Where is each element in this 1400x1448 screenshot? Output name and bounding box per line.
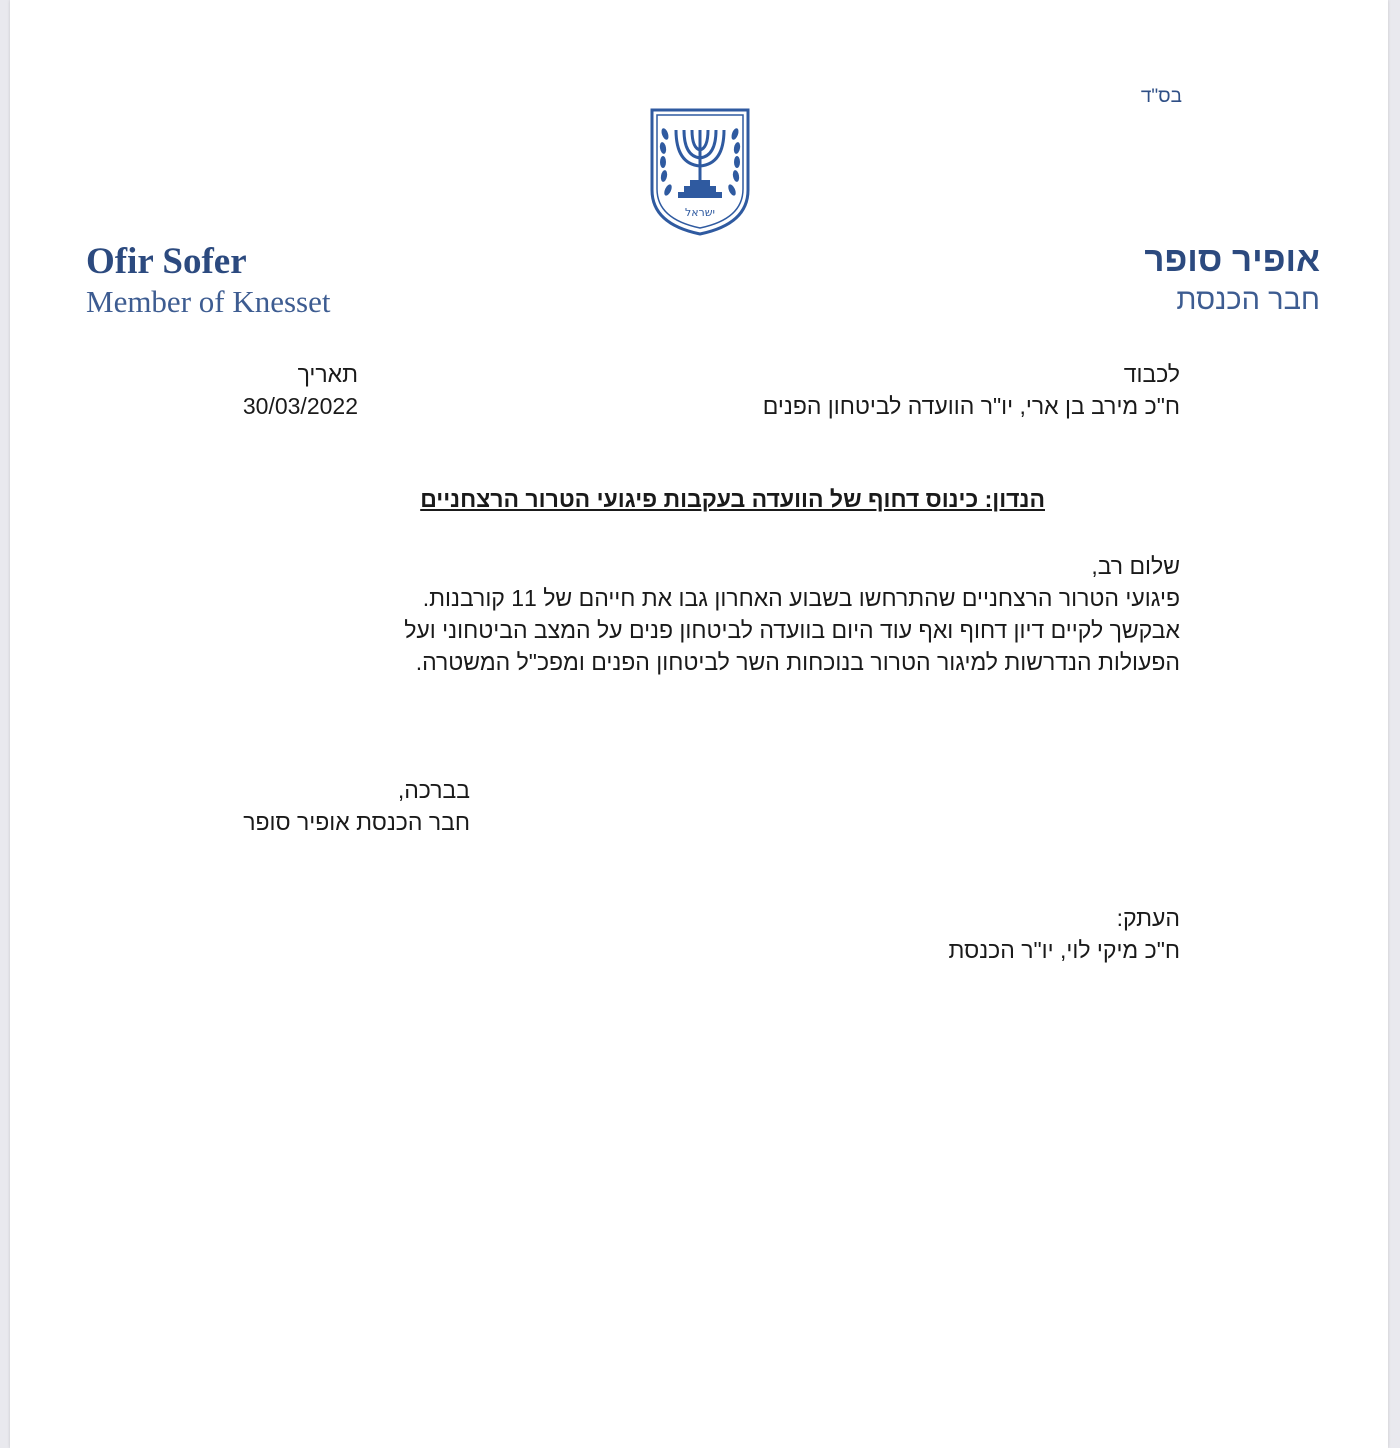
letter-page <box>10 0 1388 1448</box>
cc-block <box>948 902 1180 966</box>
signature: חבר הכנסת אופיר סופר <box>243 809 470 835</box>
cc-line: ח"כ מיקי לוי, יו"ר הכנסת <box>948 937 1180 963</box>
letter-body <box>404 550 1180 678</box>
body-line: הפעולות הנדרשות למיגור הטרור בנוכחות השר לביטחון הפנים ומפכ"ל המשטרה. <box>415 649 1180 675</box>
sender-role-en: Member of Knesset <box>86 284 331 319</box>
recipient-block <box>763 358 1180 422</box>
closing: בברכה, <box>397 777 470 803</box>
sender-role-he: חבר הכנסת <box>1176 284 1320 316</box>
emblem-text: ישראל <box>684 206 716 219</box>
recipient-line: ח"כ מירב בן ארי, יו"ר הוועדה לביטחון הפנים <box>762 393 1180 419</box>
date-block <box>243 358 358 422</box>
bsd-mark: בס"ד <box>1140 86 1182 107</box>
date-value: 30/03/2022 <box>242 393 358 419</box>
cc-label: העתק: <box>1116 905 1180 931</box>
sender-name-he: אופיר סופר <box>1144 240 1320 279</box>
sender-name-en: Ofir Sofer <box>86 241 247 282</box>
subject-line: הנדון: כינוס דחוף של הוועדה בעקבות פיגועי הטרור הרצחניים <box>420 486 1045 512</box>
date-label: תאריך <box>297 361 358 387</box>
body-line: אבקשך לקיים דיון דחוף ואף עוד היום בוועדה לביטחון פנים על המצב הביטחוני ועל <box>404 617 1180 643</box>
recipient-label: לכבוד <box>1123 361 1180 387</box>
state-emblem-icon <box>646 106 754 238</box>
signoff-block <box>243 774 470 838</box>
body-line: פיגועי הטרור הרצחניים שהתרחשו בשבוע האחרון גבו את חייהם של 11 קורבנות. <box>422 585 1180 611</box>
greeting: שלום רב, <box>1091 553 1180 579</box>
